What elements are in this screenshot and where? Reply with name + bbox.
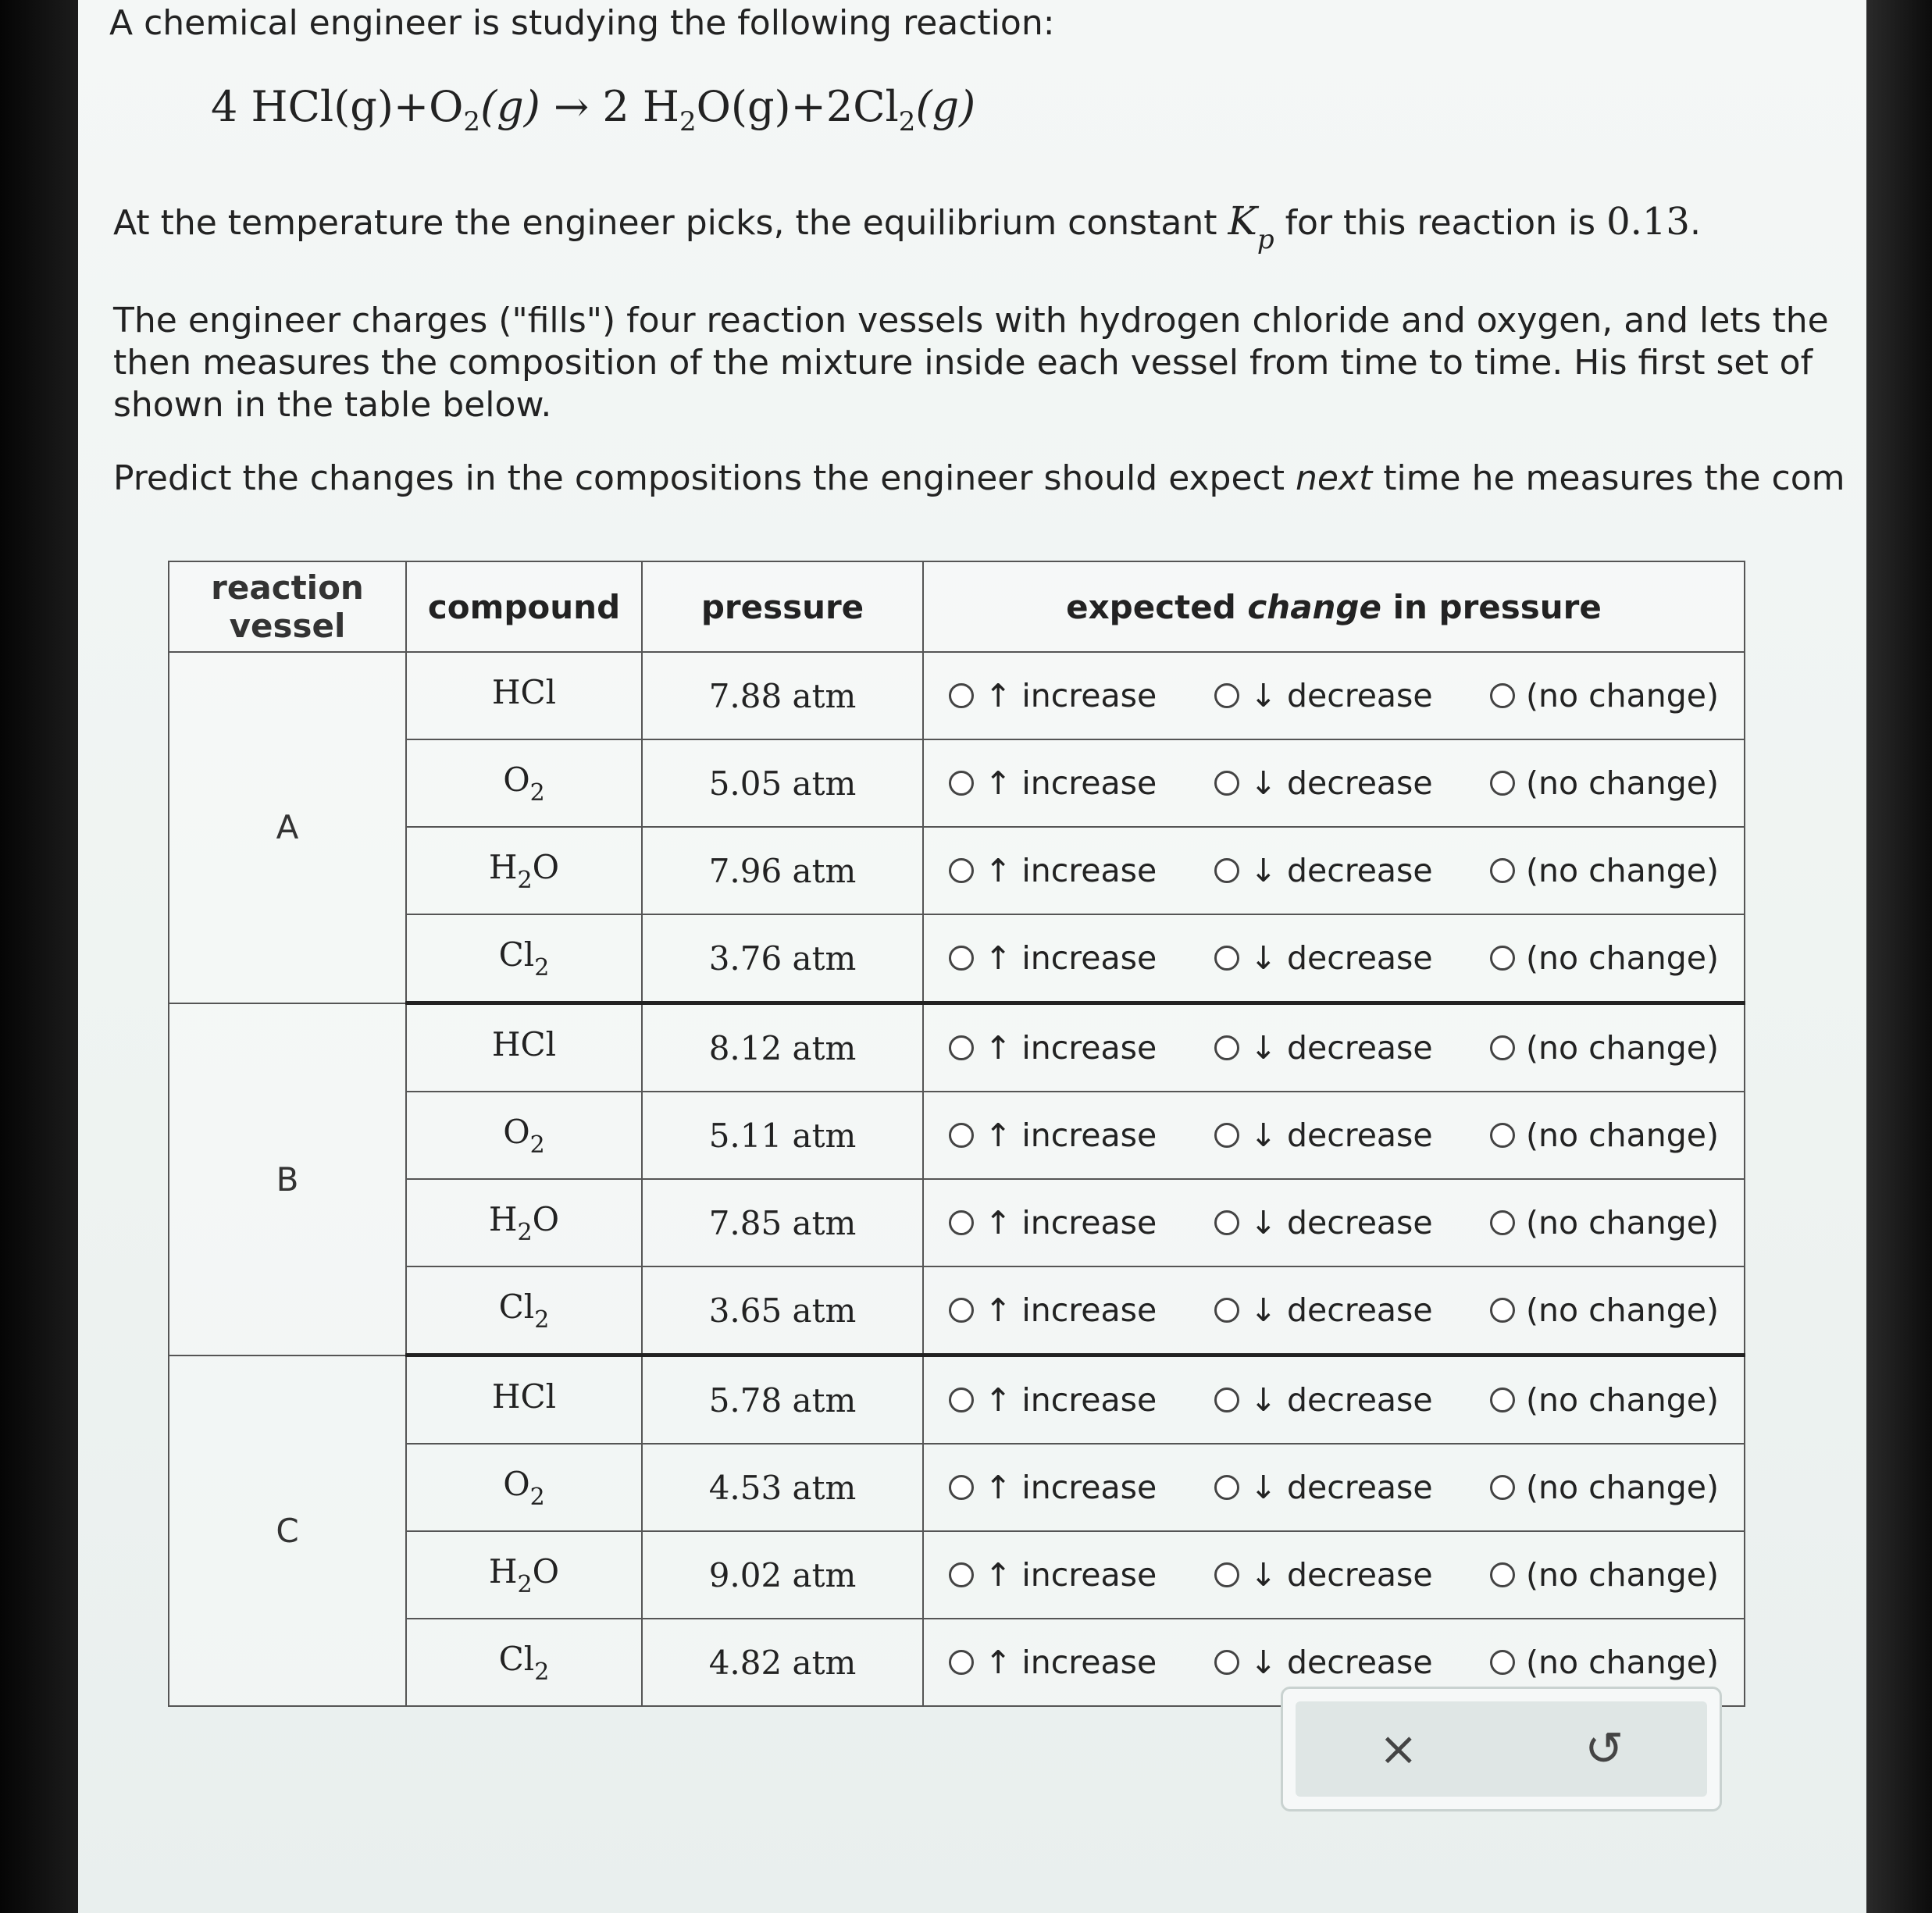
radio-button-icon[interactable]	[1214, 858, 1239, 883]
radio-button-icon[interactable]	[949, 1298, 974, 1323]
change-options-cell	[923, 1444, 1745, 1531]
radio-button-icon[interactable]	[1490, 1035, 1515, 1060]
radio-button-icon[interactable]	[949, 858, 974, 883]
compound-cell: HCl	[406, 652, 642, 739]
radio-button-icon[interactable]	[1214, 771, 1239, 796]
compound-cell: HCl	[406, 1003, 642, 1092]
radio-button-icon[interactable]	[949, 1650, 974, 1675]
radio-button-icon[interactable]	[949, 771, 974, 796]
option-decrease[interactable]: ↓ decrease	[1214, 852, 1433, 889]
radio-button-icon[interactable]	[1214, 1298, 1239, 1323]
screen-bezel-left	[0, 0, 78, 1913]
clear-x-icon[interactable]: ×	[1378, 1722, 1418, 1776]
option-decrease[interactable]: ↓ decrease	[1214, 1204, 1433, 1241]
kp-sentence: At the temperature the engineer picks, the equilibrium constant $K_p$ for this reaction is 0.13.	[113, 198, 1701, 255]
option-no-change[interactable]: (no change)	[1490, 677, 1719, 714]
option-no-change[interactable]: (no change)	[1490, 1556, 1719, 1594]
option-decrease[interactable]: ↓ decrease	[1214, 1029, 1433, 1067]
option-decrease[interactable]: ↓ decrease	[1214, 1556, 1433, 1594]
option-increase[interactable]: ↑ increase	[949, 1117, 1157, 1154]
option-decrease[interactable]: ↓ decrease	[1214, 677, 1433, 714]
pressure-cell: 5.78 atm	[642, 1355, 923, 1445]
vessel-label: A	[169, 652, 406, 1003]
compound-cell: HCl	[406, 1355, 642, 1445]
radio-button-icon[interactable]	[1214, 683, 1239, 708]
reaction-arrow: →	[553, 82, 590, 131]
option-no-change[interactable]: (no change)	[1490, 939, 1719, 977]
radio-button-icon[interactable]	[1214, 1562, 1239, 1587]
option-increase[interactable]: ↑ increase	[949, 1644, 1157, 1681]
change-options-cell	[923, 1003, 1745, 1092]
option-decrease[interactable]: ↓ decrease	[1214, 1381, 1433, 1419]
radio-button-icon[interactable]	[949, 1388, 974, 1412]
answer-toolbar	[1281, 1687, 1722, 1811]
radio-button-icon[interactable]	[1490, 1475, 1515, 1500]
radio-button-icon[interactable]	[1490, 1298, 1515, 1323]
pressure-cell: 4.82 atm	[642, 1619, 923, 1706]
pressure-cell: 4.53 atm	[642, 1444, 923, 1531]
option-no-change[interactable]: (no change)	[1490, 1644, 1719, 1681]
option-increase[interactable]: ↑ increase	[949, 1029, 1157, 1067]
option-decrease[interactable]: ↓ decrease	[1214, 1644, 1433, 1681]
radio-button-icon[interactable]	[1214, 946, 1239, 971]
pressure-cell: 7.85 atm	[642, 1179, 923, 1266]
compound-cell: $Cl_2$	[406, 914, 642, 1003]
option-increase[interactable]: ↑ increase	[949, 1469, 1157, 1506]
option-no-change[interactable]: (no change)	[1490, 1029, 1719, 1067]
vessel-label: B	[169, 1003, 406, 1355]
option-increase[interactable]: ↑ increase	[949, 852, 1157, 889]
header-compound: compound	[406, 561, 642, 652]
paragraph-line-1: The engineer charges ("fills") four reaction vessels with hydrogen chloride and oxygen, and lets the	[113, 301, 1829, 340]
compound-cell: $Cl_2$	[406, 1619, 642, 1706]
pressure-cell: 3.76 atm	[642, 914, 923, 1003]
header-expected-change: expected change in pressure	[923, 561, 1745, 652]
radio-button-icon[interactable]	[949, 683, 974, 708]
option-no-change[interactable]: (no change)	[1490, 1381, 1719, 1419]
change-options-cell	[923, 1266, 1745, 1355]
option-no-change[interactable]: (no change)	[1490, 1117, 1719, 1154]
option-increase[interactable]: ↑ increase	[949, 677, 1157, 714]
option-increase[interactable]: ↑ increase	[949, 1291, 1157, 1329]
radio-button-icon[interactable]	[1490, 1562, 1515, 1587]
option-decrease[interactable]: ↓ decrease	[1214, 1469, 1433, 1506]
option-no-change[interactable]: (no change)	[1490, 764, 1719, 802]
radio-button-icon[interactable]	[1214, 1388, 1239, 1412]
kp-symbol: $K_p$	[1228, 198, 1274, 255]
option-decrease[interactable]: ↓ decrease	[1214, 939, 1433, 977]
reaction-equation: 4 $HCl(g)+O_2(g) \to 2$ $H_2O(g)+2Cl_2(g)$	[211, 82, 976, 137]
change-options-cell	[923, 1355, 1745, 1445]
compound-cell: $Cl_2$	[406, 1266, 642, 1355]
pressure-cell: 5.05 atm	[642, 739, 923, 827]
radio-button-icon[interactable]	[1490, 1210, 1515, 1235]
change-options-cell	[923, 652, 1745, 739]
option-increase[interactable]: ↑ increase	[949, 1556, 1157, 1594]
radio-button-icon[interactable]	[1490, 858, 1515, 883]
header-pressure: pressure	[642, 561, 923, 652]
change-options-cell	[923, 1092, 1745, 1179]
option-no-change[interactable]: (no change)	[1490, 1469, 1719, 1506]
radio-button-icon[interactable]	[1490, 1388, 1515, 1412]
predict-instruction: Predict the changes in the compositions the engineer should expect next time he measures the com	[113, 458, 1845, 498]
radio-button-icon[interactable]	[949, 1475, 974, 1500]
pressure-cell: 8.12 atm	[642, 1003, 923, 1092]
option-increase[interactable]: ↑ increase	[949, 939, 1157, 977]
radio-button-icon[interactable]	[1490, 1123, 1515, 1148]
radio-button-icon[interactable]	[1490, 946, 1515, 971]
paragraph-line-2: then measures the composition of the mixture inside each vessel from time to time. His first set of	[113, 343, 1813, 383]
pressure-cell: 7.96 atm	[642, 827, 923, 914]
option-decrease[interactable]: ↓ decrease	[1214, 1291, 1433, 1329]
option-decrease[interactable]: ↓ decrease	[1214, 1117, 1433, 1154]
header-reaction-vessel: reaction vessel	[169, 561, 406, 652]
table-row	[169, 1355, 1745, 1445]
change-options-cell	[923, 1179, 1745, 1266]
table-header-row	[169, 561, 1745, 652]
pressure-cell: 9.02 atm	[642, 1531, 923, 1619]
pressure-cell: 7.88 atm	[642, 652, 923, 739]
table-row	[169, 652, 1745, 739]
option-increase[interactable]: ↑ increase	[949, 1381, 1157, 1419]
compound-cell: $O_2$	[406, 739, 642, 827]
compound-cell: $H_2O$	[406, 1179, 642, 1266]
option-increase[interactable]: ↑ increase	[949, 764, 1157, 802]
question-screen	[78, 0, 1866, 1913]
compound-cell: $H_2O$	[406, 827, 642, 914]
radio-button-icon[interactable]	[949, 1123, 974, 1148]
radio-button-icon[interactable]	[1214, 1210, 1239, 1235]
pressure-cell: 3.65 atm	[642, 1266, 923, 1355]
intro-text: A chemical engineer is studying the following reaction:	[109, 3, 1055, 43]
option-no-change[interactable]: (no change)	[1490, 1204, 1719, 1241]
radio-button-icon[interactable]	[949, 1035, 974, 1060]
radio-button-icon[interactable]	[949, 1562, 974, 1587]
screen-bezel-right	[1866, 0, 1932, 1913]
radio-button-icon[interactable]	[1214, 1035, 1239, 1060]
radio-button-icon[interactable]	[949, 946, 974, 971]
compound-cell: $O_2$	[406, 1444, 642, 1531]
radio-button-icon[interactable]	[1214, 1123, 1239, 1148]
option-no-change[interactable]: (no change)	[1490, 1291, 1719, 1329]
change-options-cell	[923, 914, 1745, 1003]
radio-button-icon[interactable]	[1214, 1650, 1239, 1675]
composition-table	[168, 561, 1745, 1707]
undo-icon[interactable]: ↺	[1584, 1722, 1624, 1776]
option-decrease[interactable]: ↓ decrease	[1214, 764, 1433, 802]
change-options-cell	[923, 827, 1745, 914]
option-no-change[interactable]: (no change)	[1490, 852, 1719, 889]
change-options-cell	[923, 739, 1745, 827]
option-increase[interactable]: ↑ increase	[949, 1204, 1157, 1241]
kp-value: 0.13	[1606, 200, 1690, 244]
radio-button-icon[interactable]	[1490, 771, 1515, 796]
paragraph-line-3: shown in the table below.	[113, 385, 552, 425]
radio-button-icon[interactable]	[1214, 1475, 1239, 1500]
pressure-cell: 5.11 atm	[642, 1092, 923, 1179]
vessel-label: C	[169, 1355, 406, 1707]
compound-cell: $O_2$	[406, 1092, 642, 1179]
radio-button-icon[interactable]	[949, 1210, 974, 1235]
change-options-cell	[923, 1531, 1745, 1619]
compound-cell: $H_2O$	[406, 1531, 642, 1619]
radio-button-icon[interactable]	[1490, 1650, 1515, 1675]
radio-button-icon[interactable]	[1490, 683, 1515, 708]
table-row	[169, 1003, 1745, 1092]
